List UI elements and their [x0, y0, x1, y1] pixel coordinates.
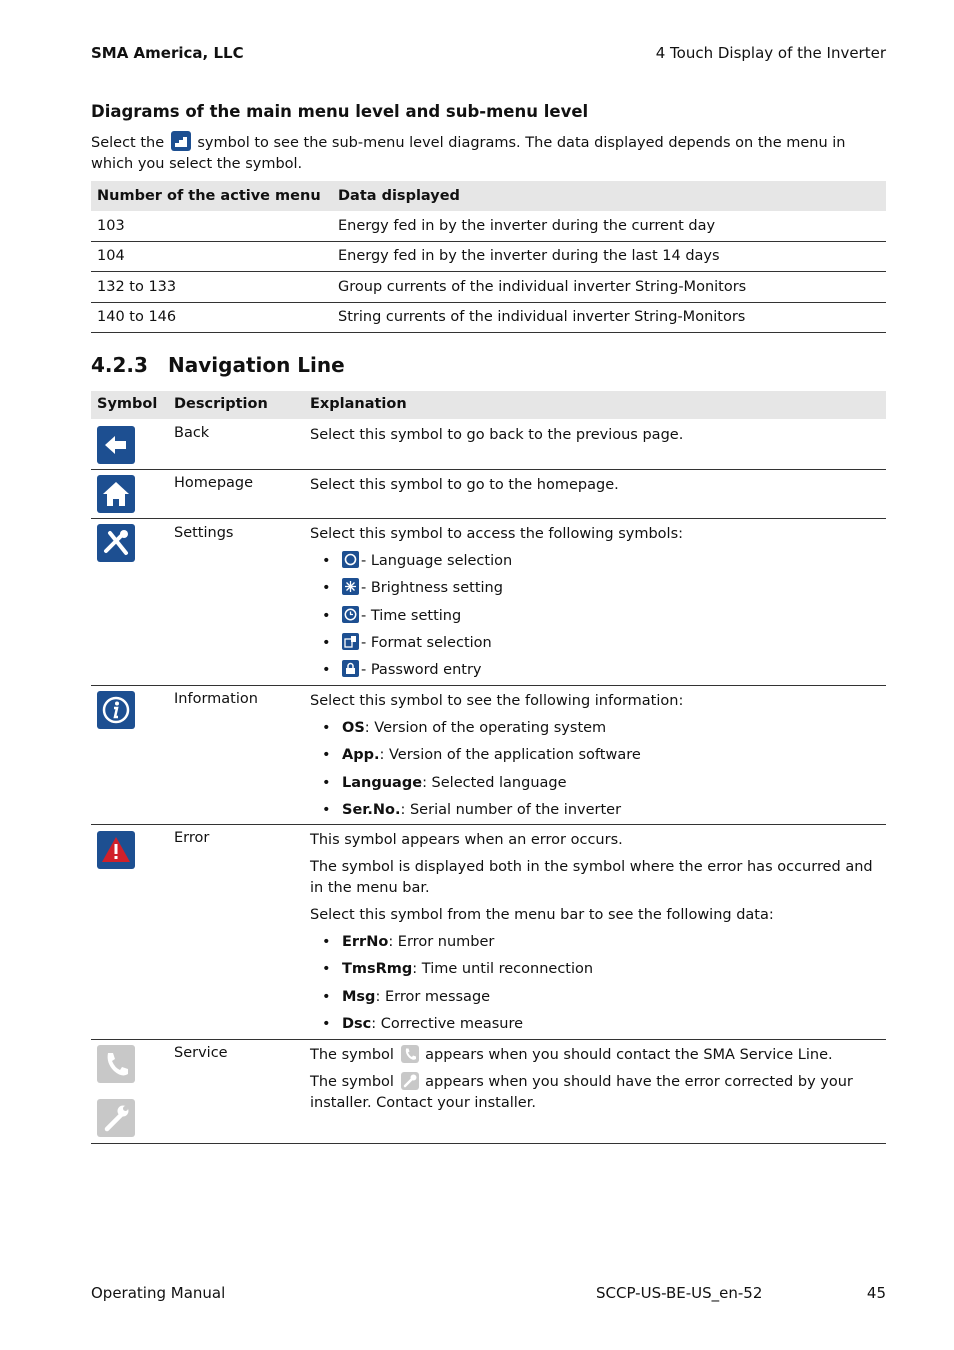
bullet: • — [322, 801, 331, 818]
wrench-icon — [401, 1072, 419, 1090]
bullet: • — [322, 553, 331, 569]
bullet: • — [322, 720, 331, 736]
term: Language — [342, 774, 423, 791]
list-item — [310, 1014, 880, 1041]
error-text-3: Select this symbol from the menu bar to see the following data: — [310, 907, 774, 923]
phone-icon — [401, 1045, 419, 1063]
diagrams-intro — [91, 131, 886, 175]
term-desc: : Time until reconnection — [412, 961, 594, 978]
nav-row-back — [91, 419, 886, 470]
header-chapter: 4 Touch Display of the Inverter — [655, 44, 886, 62]
term: ErrNo — [342, 934, 389, 950]
nav-desc: Information — [174, 691, 258, 707]
nav-explanation — [310, 691, 880, 827]
text: The symbol — [310, 1074, 394, 1090]
table-cell: Group currents of the individual inverter String-Monitors — [332, 272, 886, 303]
page-number: 45 — [866, 1284, 886, 1302]
nav-explanation — [310, 830, 880, 1041]
list-item — [310, 745, 880, 772]
diagrams-heading: Diagrams of the main menu level and sub-menu level — [91, 102, 589, 121]
table-cell: Energy fed in by the inverter during the last 14 days — [332, 241, 886, 272]
table-cell: 140 to 146 — [91, 302, 332, 333]
list-item — [310, 606, 880, 633]
footer-doc-id: SCCP-US-BE-US_en-52 — [596, 1284, 763, 1302]
term-desc: : Version of the operating system — [364, 720, 607, 736]
bullet: • — [322, 634, 331, 651]
bullet: • — [322, 988, 331, 1005]
nav-desc: Settings — [174, 525, 234, 541]
brightness-icon — [342, 578, 359, 595]
column-header: Number of the active menu — [91, 181, 332, 211]
section-title: Navigation Line — [168, 353, 345, 377]
nav-row-service — [91, 1039, 886, 1144]
error-list — [310, 932, 880, 1041]
service-text-1 — [310, 1045, 880, 1066]
nav-row-error — [91, 824, 886, 1040]
table-cell: String currents of the individual inverter String-Monitors — [332, 302, 886, 333]
table-cell: 104 — [91, 241, 332, 272]
bullet: • — [322, 662, 331, 679]
column-header: Description — [174, 396, 268, 412]
warning-icon — [97, 831, 135, 869]
table-row — [91, 302, 886, 333]
term: Dsc — [342, 1015, 372, 1032]
nav-desc: Homepage — [174, 475, 254, 491]
list-item — [310, 633, 880, 660]
term-desc: : Error message — [375, 988, 491, 1005]
table-cell: Energy fed in by the inverter during the current day — [332, 211, 886, 241]
settings-tools-icon — [97, 524, 135, 562]
list-item-label: - Brightness setting — [361, 580, 503, 597]
column-header: Symbol — [97, 396, 158, 412]
phone-icon — [97, 1045, 135, 1083]
nav-explanation: Select this symbol to go to the homepage. — [310, 477, 619, 493]
nav-row-information — [91, 685, 886, 825]
list-item-label: - Password entry — [361, 662, 482, 679]
term-desc: : Serial number of the inverter — [400, 801, 622, 818]
list-item — [310, 959, 880, 986]
nav-desc: Service — [174, 1045, 228, 1061]
intro-text-after: symbol to see the sub-menu level diagrams. The data displayed depends on the menu in which you select the symbol. — [91, 135, 846, 172]
bullet: • — [322, 607, 331, 624]
list-item — [310, 578, 880, 605]
term: TmsRmg — [342, 961, 413, 978]
term-desc: : Error number — [388, 934, 495, 950]
format-icon — [342, 633, 359, 650]
back-arrow-icon — [97, 426, 135, 464]
bullet: • — [322, 961, 331, 978]
footer-doc-type: Operating Manual — [91, 1284, 226, 1302]
table-row — [91, 272, 886, 303]
service-text-2 — [310, 1072, 880, 1114]
nav-desc: Back — [174, 425, 210, 441]
table-row — [91, 241, 886, 272]
term-desc: : Version of the application software — [379, 747, 641, 764]
bullet: • — [322, 747, 331, 764]
table-row — [91, 211, 886, 241]
list-item-label: - Format selection — [361, 634, 492, 651]
list-item — [310, 551, 880, 578]
nav-explanation — [310, 524, 880, 687]
text: The symbol — [310, 1047, 394, 1063]
list-item — [310, 932, 880, 959]
term: Msg — [342, 988, 376, 1005]
home-icon — [97, 475, 135, 513]
clock-icon — [342, 606, 359, 623]
nav-explanation — [310, 1045, 880, 1120]
settings-list — [310, 551, 880, 687]
table-cell: 103 — [91, 211, 332, 241]
term: OS — [342, 720, 365, 736]
list-item — [310, 773, 880, 800]
text: appears when you should have the error corrected by your installer. Contact your installer. — [310, 1074, 853, 1111]
error-text-2: The symbol is displayed both in the symbol where the error has occurred and in the menu bar. — [310, 859, 873, 896]
nav-explanation: Select this symbol to go back to the previous page. — [310, 427, 684, 443]
list-item-label: - Language selection — [361, 553, 513, 569]
bullet: • — [322, 934, 331, 950]
settings-text: Select this symbol to access the following symbols: — [310, 526, 684, 542]
term: Ser.No. — [342, 801, 401, 818]
info-icon — [97, 691, 135, 729]
nav-desc: Error — [174, 830, 210, 846]
term: App. — [342, 747, 380, 764]
section-number: 4.2.3 — [91, 353, 148, 377]
globe-icon — [342, 551, 359, 568]
info-list — [310, 718, 880, 827]
nav-row-settings — [91, 518, 886, 686]
term-desc: : Corrective measure — [371, 1015, 524, 1032]
wrench-icon — [97, 1099, 135, 1137]
nav-table-header — [91, 391, 886, 419]
nav-row-home — [91, 469, 886, 519]
info-text: Select this symbol to see the following information: — [310, 693, 684, 709]
list-item — [310, 718, 880, 745]
section-heading — [91, 353, 345, 377]
bullet: • — [322, 580, 331, 597]
bullet: • — [322, 774, 331, 791]
list-item — [310, 987, 880, 1014]
term-desc: : Selected language — [422, 774, 567, 791]
list-item-label: - Time setting — [361, 607, 462, 624]
column-header: Explanation — [310, 396, 407, 412]
error-text-1: This symbol appears when an error occurs. — [310, 832, 623, 848]
diagrams-table — [91, 181, 886, 333]
list-item — [310, 660, 880, 687]
bullet: • — [322, 1015, 331, 1032]
lock-icon — [342, 660, 359, 677]
text: appears when you should contact the SMA Service Line. — [425, 1047, 833, 1063]
diagram-icon — [171, 131, 191, 151]
intro-text-before: Select the — [91, 135, 165, 151]
header-company: SMA America, LLC — [91, 44, 244, 62]
table-cell: 132 to 133 — [91, 272, 332, 303]
column-header: Data displayed — [332, 181, 886, 211]
